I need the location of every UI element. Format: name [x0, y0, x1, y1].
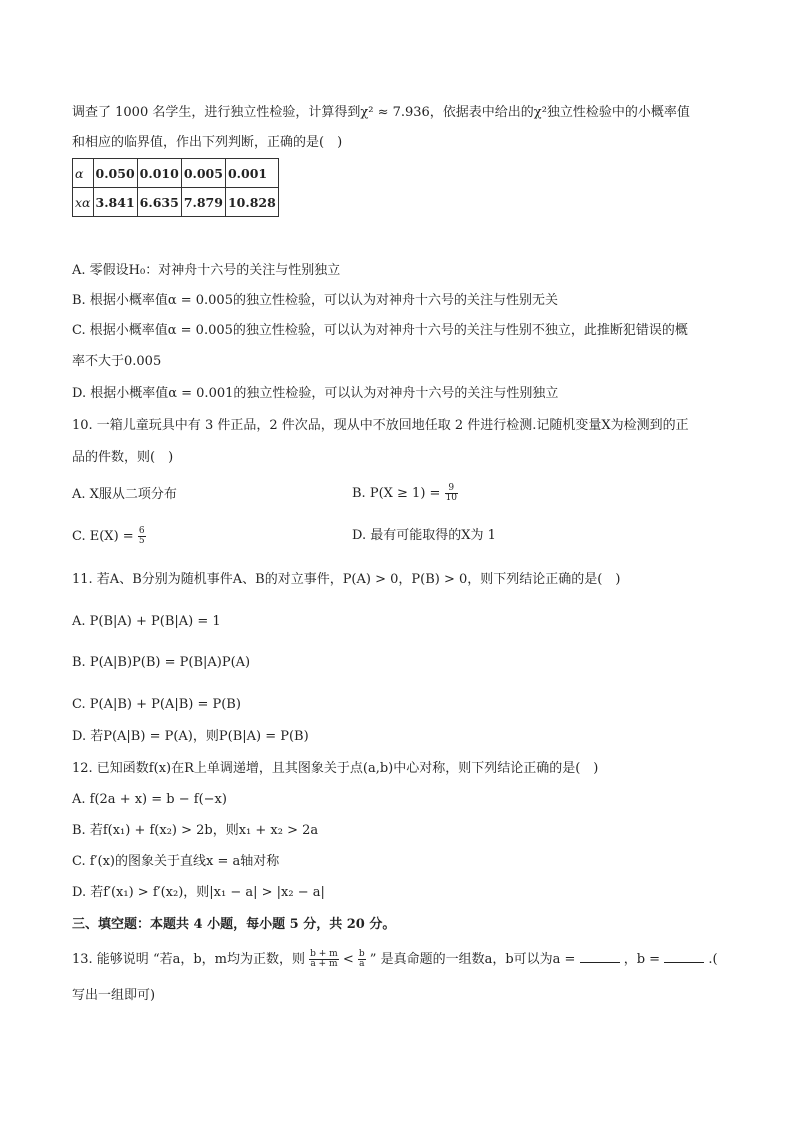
q11-option-d: D. 若P(A|B) = P(A)，则P(B|A) = P(B): [72, 729, 309, 744]
q9-stem-line2: 和相应的临界值，作出下列判断，正确的是( ): [72, 135, 343, 150]
table-cell: 3.841: [93, 188, 137, 217]
q13-line2: 写出一组即可): [72, 988, 156, 1003]
less-than-sign: <: [342, 952, 354, 967]
q10-option-d: D. 最有可能取得的X为 1: [352, 528, 496, 543]
q11-option-b: B. P(A|B)P(B) = P(B|A)P(A): [72, 655, 251, 670]
fraction-numerator: b + m: [310, 949, 338, 959]
q10-option-c: [72, 527, 146, 546]
q12-option-d: D. 若f′(x₁) > f′(x₂)，则|x₁ − a| > |x₂ − a|: [72, 885, 325, 900]
section-heading: 三、填空题：本题共 4 小题，每小题 5 分，共 20 分。: [72, 917, 396, 932]
q11-option-c: C. P(A|B) + P(A|B) = P(B): [72, 697, 241, 712]
q9-option-b: B. 根据小概率值α = 0.005的独立性检验，可以认为对神舟十六号的关注与性别无关: [72, 293, 558, 308]
table-cell: 0.001: [225, 159, 278, 188]
fraction: [138, 527, 146, 546]
fraction-numerator: 9: [445, 484, 458, 494]
q12-option-c: C. f′(x)的图象关于直线x = a轴对称: [72, 854, 280, 869]
q10-option-c-prefix: C. E(X) =: [72, 529, 134, 544]
q9-option-d: D. 根据小概率值α = 0.001的独立性检验，可以认为对神舟十六号的关注与性别独立: [72, 386, 559, 401]
q9-option-c-line1: C. 根据小概率值α = 0.005的独立性检验，可以认为对神舟十六号的关注与性别不独立，此推断犯错误的概: [72, 323, 688, 338]
fraction-denominator: a: [359, 959, 365, 969]
q10-stem-line2: 品的件数，则( ): [72, 450, 174, 465]
q13-line1: [72, 950, 718, 969]
q10-option-b-prefix: B. P(X ≥ 1) =: [352, 486, 441, 501]
q13-middle: ” 是真命题的一组数a，b可以为a =: [369, 952, 576, 967]
table-cell: 0.050: [93, 159, 137, 188]
table-row: [73, 159, 279, 188]
q10-stem-line1: 10. 一箱儿童玩具中有 3 件正品，2 件次品，现从中不放回地任取 2 件进行检测.记随机变量X为检测到的正: [72, 418, 689, 433]
table-row: [73, 188, 279, 217]
fraction: [445, 484, 458, 503]
fraction: [309, 950, 339, 969]
table-cell: 0.005: [181, 159, 225, 188]
fraction-numerator: b: [358, 949, 365, 959]
critical-value-table: [72, 158, 279, 217]
q12-option-b: B. 若f(x₁) + f(x₂) > 2b，则x₁ + x₂ > 2a: [72, 823, 319, 838]
q10-option-a: A. X服从二项分布: [72, 487, 177, 502]
q13-comma-b: ，b =: [623, 952, 661, 967]
fraction-denominator: a + m: [310, 959, 338, 969]
table-cell: 7.879: [181, 188, 225, 217]
fraction-denominator: 5: [138, 536, 145, 546]
q11-stem: 11. 若A、B分别为随机事件A、B的对立事件，P(A) > 0，P(B) > 0，则下列结论正确的是( ): [72, 572, 621, 587]
q9-option-c-line2: 率不大于0.005: [72, 354, 162, 369]
q13-prefix: 13. 能够说明 “若a，b，m均为正数，则: [72, 952, 305, 967]
q12-option-a: A. f(2a + x) = b − f(−x): [72, 792, 227, 807]
q9-stem-line1: 调查了 1000 名学生，进行独立性检验，计算得到χ² ≈ 7.936，依据表中给出的χ²独立性检验中的小概率值: [72, 105, 690, 120]
q13-end: .(: [708, 952, 718, 967]
q11-option-a: A. P(B|A) + P(B|A) = 1: [72, 614, 221, 629]
fraction: [358, 950, 366, 969]
table-cell: 6.635: [137, 188, 181, 217]
table-cell: 0.010: [137, 159, 181, 188]
q9-option-a: A. 零假设H₀：对神舟十六号的关注与性别独立: [72, 263, 341, 278]
table-cell: 10.828: [225, 188, 278, 217]
table-cell: xα: [73, 188, 94, 217]
answer-blank-a[interactable]: [580, 950, 620, 963]
table-cell: α: [73, 159, 94, 188]
q12-stem: 12. 已知函数f(x)在R上单调递增，且其图象关于点(a,b)中心对称，则下列结论正确的是( ): [72, 761, 599, 776]
answer-blank-b[interactable]: [664, 950, 704, 963]
q10-option-b: [352, 484, 458, 503]
fraction-numerator: 6: [138, 526, 145, 536]
fraction-denominator: 10: [445, 493, 458, 503]
